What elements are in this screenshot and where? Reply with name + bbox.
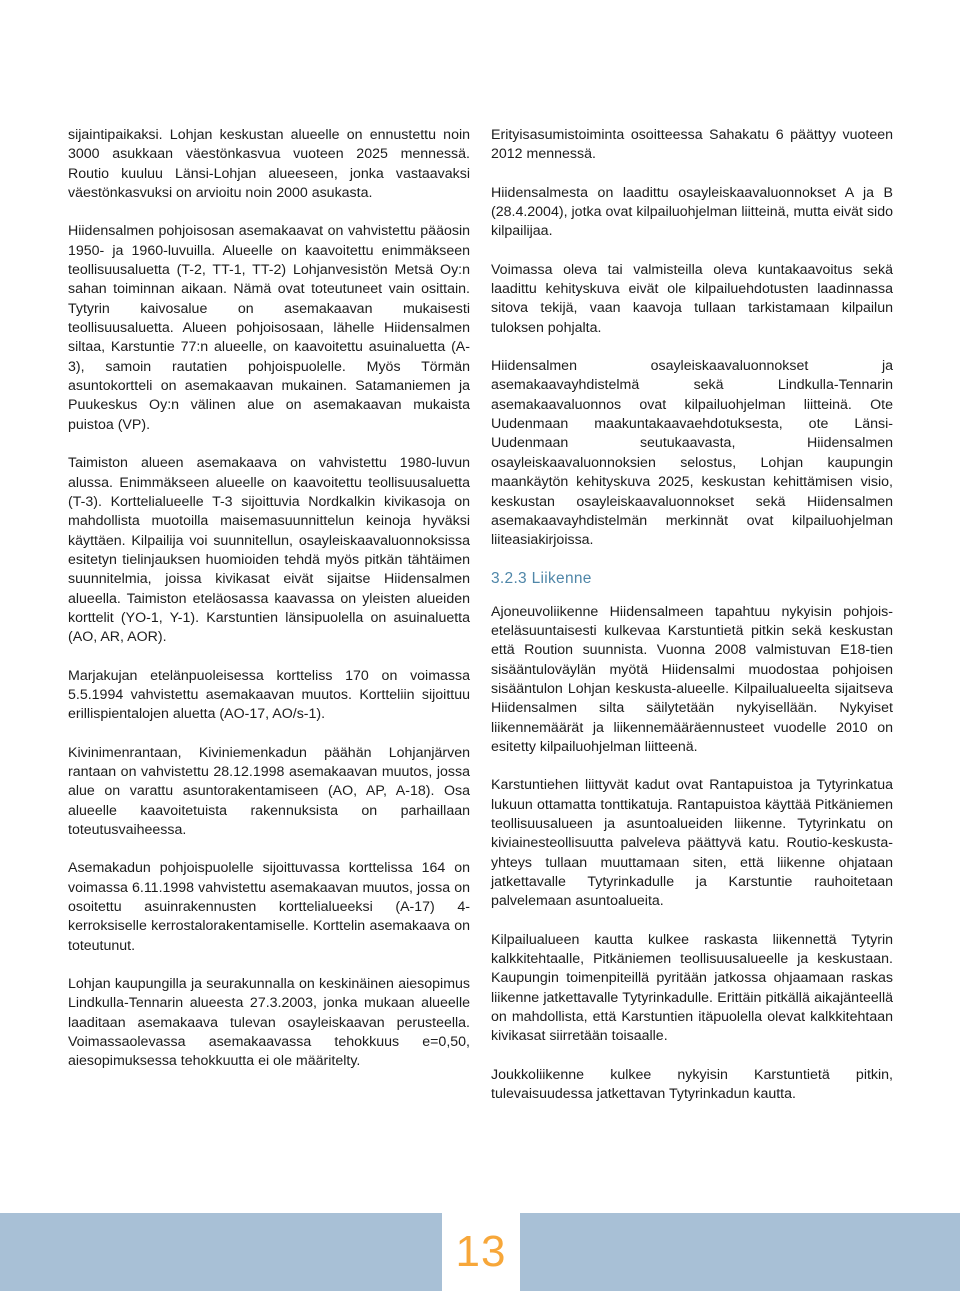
paragraph: Kivinimenrantaan, Kiviniemenkadun päähän Lohjanjärven rantaan on vahvistettu 28.12.1998 asemakaavan muutos, jossa alue on varattu asuntorakentamiseen (AO, AP, A-18). Osa alueelle kaavoitetuista rakennuksista on parhaillaan toteutusvaiheessa. <box>68 744 470 838</box>
paragraph: sijaintipaikaksi. Lohjan keskustan alueelle on ennustettu noin 3000 asukkaan väestönkasvua vuoteen 2025 mennessä. Routio kuuluu Länsi-Lohjan alueeseen, jonka vastaavaksi väestönkasvuksi on arvioitu noin 2000 asukasta. <box>68 127 470 202</box>
paragraph: Hiidensalmesta on laadittu osayleiskaavaluonnokset A ja B (28.4.2004), jotka ovat kilpailuohjelman liitteinä, mutta eivät sido kilpailijaa. <box>491 184 893 240</box>
paragraph: Asemakadun pohjoispuolelle sijoittuvassa korttelissa 164 on voimassa 6.11.1998 vahvistettu asemakaavan muutos, jossa on osoitettu asuinrakennusten korttelialueeksi (A-17) 4-kerroksiselle kerrostalorakentamiselle. Korttelin asemakaava on toteutunut. <box>68 860 470 954</box>
paragraph: Kilpailualueen kautta kulkee raskasta liikennettä Tytyrin kalkkitehtaalle, Pitkäniemen teollisuusalueelle ja keskustaan. Kaupungin toimenpiteillä pyritään jatkossa ohjaamaan raskas liikenne jatkettavalle Tytyrinkadulle. Erittäin pitkällä aikajänteellä on mahdollista, että Karstuntien itäpuolella olevat kalkkitehtaan kivikasat siirretään toisaalle. <box>491 931 893 1045</box>
paragraph: Hiidensalmen pohjoisosan asemakaavat on vahvistettu pääosin 1950- ja 1960-luvuilla. Alueelle on kaavoitettu enimmäkseen teollisuusaluetta (T-2, TT-1, TT-2) Lohjanvesistön Metsä Oy:n sahan toiminnan aikaan. Nämä ovat toteutuneet vain osittain. Tytyrin kaivosalue on asemakaavan mukaisesti teollisuusaluetta. Alueen pohjoisosaan, lähelle Hiidensalmen siltaa, Karstuntie 77:n alueelle, on kaavoitettu asuinaluetta (A-3), samoin rautatien pohjoispuolelle. Myös Törmän asuntokortteli on asemakaavan mukainen. Satamaniemen ja Puukeskus Oy:n välinen alue on asemakaavan mukaista puistoa (VP). <box>68 223 470 433</box>
paragraph: Erityisasumistoiminta osoitteessa Sahakatu 6 päättyy vuoteen 2012 mennessä. <box>491 127 893 163</box>
page-number: 13 <box>455 1227 507 1276</box>
paragraph: Voimassa oleva tai valmisteilla oleva kuntakaavoitus sekä laadittu kehityskuva eivät ole kilpailuehdotusten laadinnassa sitova tekijä, vaan kaavoja tullaan tarkistamaan kilpailun tuloksen pohjalta. <box>491 261 893 336</box>
left-column <box>68 126 470 1091</box>
paragraph: Hiidensalmen osayleiskaavaluonnokset ja asemakaavayhdistelmä sekä Lindkulla-Tennarin asemakaavaluonnos ovat kilpailuohjelman liitteinä. Ote Uudenmaan maakuntakaavaehdotuksesta, ote Länsi-Uudenmaan seutukaavasta, Hiidensalmen osayleiskaavaluonnoksien selostus, Lohjan kaupungin maankäytön kehityskuva 2025, keskustan kehittämisen visio, keskustan osayleiskaavaluonnokset sekä Hiidensalmen asemakaavayhdistelmän merkinnät ovat kilpailuohjelman liiteasiakirjoissa. <box>491 358 893 549</box>
paragraph: Lohjan kaupungilla ja seurakunnalla on keskinäinen aiesopimus Lindkulla-Tennarin alueesta 27.3.2003, jonka mukaan alueelle laaditaan asemakaava tulevan osayleiskaavan perusteella. Voimassaolevassa asemakaavassa tehokkuus e=0,50, aiesopimuksessa tehokkuutta ei ole määritelty. <box>68 976 470 1070</box>
right-column <box>491 126 893 1123</box>
section-heading: 3.2.3 Liikenne <box>491 569 592 587</box>
paragraph: Taimiston alueen asemakaava on vahvistettu 1980-luvun alussa. Enimmäkseen alueelle on kaavoitettu teollisuusaluetta (T-3). Korttelialueelle T-3 sijoittuvia Nordkalkin kivikasoja on mahdollista muotoilla maisemasuunnittelun keinoja hyväksi käyttäen. Kilpailija voi suunnitellun, osayleiskaavaluonnoksissa esitetyn tielinjauksen huomioiden tehdä myös pitkän tähtäimen suunnitelmia, joissa kivikasat eivät sijaitse Hiidensalmen alueella. Taimiston eteläosassa kaavassa on yleisten alueiden korttelit (YO-1, Y-1). Karstuntien länsipuolella on asuinaluetta (AO, AR, AOR). <box>68 455 470 646</box>
paragraph: Joukkoliikenne kulkee nykyisin Karstuntietä pitkin, tulevaisuudessa jatkettavan Tytyrinkadun kautta. <box>491 1066 893 1103</box>
paragraph: Marjakujan etelänpuoleisessa kortteliss 170 on voimassa 5.5.1994 vahvistettu asemakaavan muutos. Kortteliin sijoittuu erillispientalojen aluetta (AO-17, AO/s-1). <box>68 667 470 723</box>
paragraph: Ajoneuvoliikenne Hiidensalmeen tapahtuu nykyisin pohjois-eteläsuuntaisesti kulkevaa Karstuntietä pitkin sekä keskustan että Roution suunnista. Vuonna 2008 valmistuvan E18-tien sisääntuloväylän myötä Hiidensalmi muodostaa pohjoisen sisääntulon Lohjan keskusta-alueelle. Kilpailualueelta sijaitseva Hiidensalmen silta säilytetään nykyisellään. Nykyiset liikennemäärät ja liikennemääräennusteet vuodelle 2010 on esitetty kilpailuohjelman liitteenä. <box>491 603 893 755</box>
paragraph: Karstuntiehen liittyvät kadut ovat Rantapuistoa ja Tytyrinkatua lukuun ottamatta tonttikatuja. Rantapuistoa käyttää Pitkäniemen teollisuusalueen ja asuntoalueiden liikenne. Tytyrinkatu on kiviainesteollisuutta palveleva päättyvä katu. Routio-keskusta- yhteys tullaan muuttamaan siten, että liikenne ohjataan jatkettavalle Tytyrinkadulle ja Karstuntie rauhoitetaan palvelemaan asuntoalueita. <box>491 777 893 910</box>
